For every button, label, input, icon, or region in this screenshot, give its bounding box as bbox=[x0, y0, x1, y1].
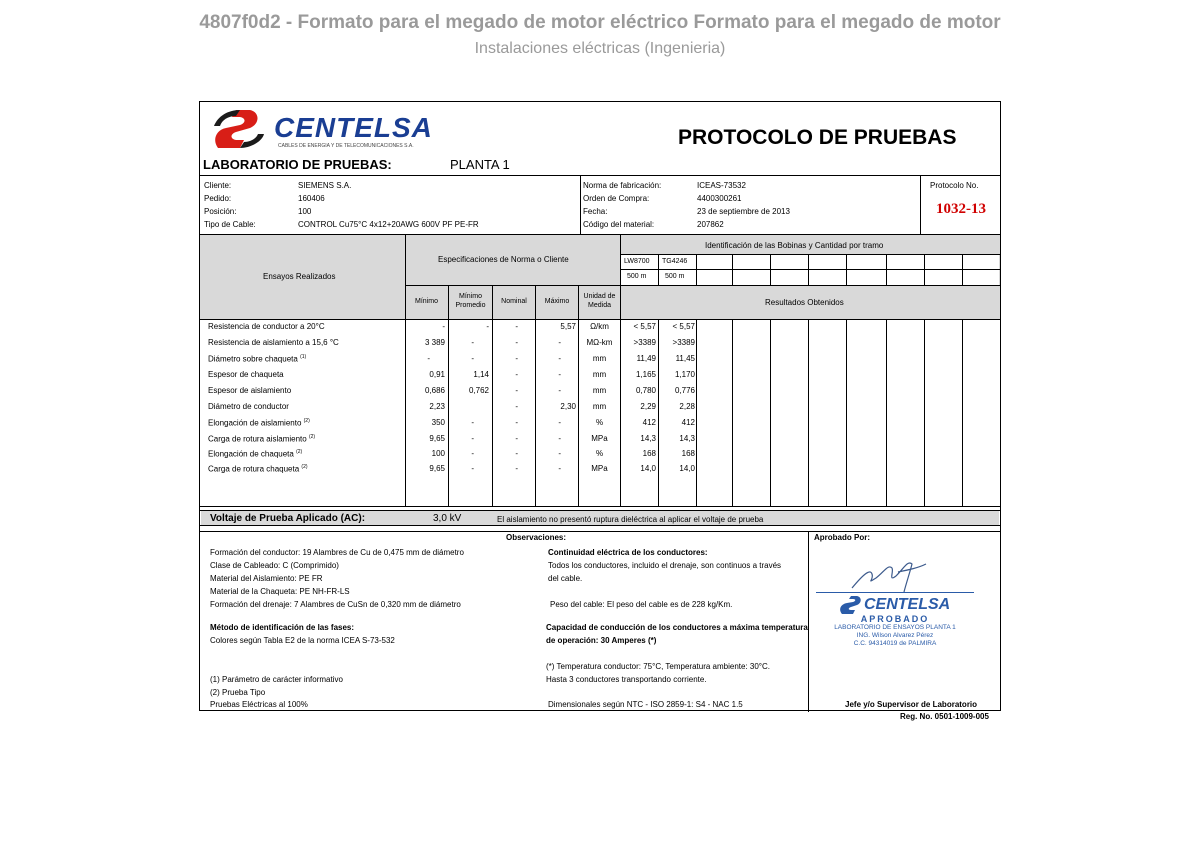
min-column-header: Mínimo bbox=[415, 298, 438, 305]
test-voltage-label: Voltaje de Prueba Aplicado (AC): bbox=[210, 513, 366, 524]
result-coil-1: 1,165 bbox=[635, 370, 656, 379]
result-coil-2: < 5,57 bbox=[672, 322, 695, 331]
position-value: 100 bbox=[298, 207, 312, 216]
company-name: CENTELSA bbox=[274, 112, 433, 143]
result-coil-1: >3389 bbox=[633, 338, 656, 347]
avg-min-value: - bbox=[471, 449, 474, 458]
result-coil-2: 14,3 bbox=[679, 434, 695, 443]
min-value: 2,23 bbox=[429, 402, 445, 411]
observation-line: Pruebas Eléctricas al 100% bbox=[210, 700, 308, 709]
observation-line: Material del Aislamiento: PE FR bbox=[210, 574, 323, 583]
max-value: - bbox=[558, 449, 561, 458]
observation-line: Colores según Tabla E2 de la norma ICEA S-73-532 bbox=[210, 636, 395, 645]
unit: MPa bbox=[591, 464, 608, 473]
observation-line: Material de la Chaqueta: PE NH-FR-LS bbox=[210, 587, 350, 596]
unit: Ω/km bbox=[590, 322, 609, 331]
nominal-value: - bbox=[515, 418, 518, 427]
avg-min-value: - bbox=[471, 464, 474, 473]
material-code-label: Código del material: bbox=[583, 220, 655, 229]
observation-line: (*) Temperatura conductor: 75°C, Temperatura ambiente: 30°C. bbox=[546, 662, 770, 671]
observation-line: del cable. bbox=[548, 574, 583, 583]
client-value: SIEMENS S.A. bbox=[298, 181, 352, 190]
stamp-engineer: ING. Wilson Alvarez Pérez bbox=[856, 632, 934, 639]
avg-min-value: 1,14 bbox=[473, 370, 489, 379]
approval-stamp bbox=[816, 590, 974, 656]
avg-min-value: 0,762 bbox=[468, 386, 489, 395]
avg-min-value: - bbox=[486, 322, 489, 331]
max-value: - bbox=[558, 338, 561, 347]
result-coil-1: 168 bbox=[642, 449, 656, 458]
identification-header: Identificación de las Bobinas y Cantidad por tramo bbox=[705, 241, 884, 250]
result-coil-2: 11,45 bbox=[675, 354, 695, 363]
page-subtitle: Instalaciones eléctricas (Ingenieria) bbox=[474, 40, 726, 57]
result-coil-2: >3389 bbox=[672, 338, 695, 347]
company-tagline: CABLES DE ENERGIA Y DE TELECOMUNICACIONES S.A. bbox=[278, 143, 414, 149]
coil-id-2: TG4246 bbox=[662, 258, 688, 265]
observation-line: Todos los conductores, incluido el drenaje, son continuos a través bbox=[548, 561, 782, 570]
observation-line: Método de identificación de las fases: bbox=[210, 623, 355, 632]
result-coil-2: 412 bbox=[681, 418, 695, 427]
coil-length-2: 500 m bbox=[665, 273, 685, 280]
min-value: - bbox=[427, 354, 430, 363]
nominal-value: - bbox=[515, 386, 518, 395]
max-column-header: Máximo bbox=[544, 298, 570, 305]
purchase-order-label: Orden de Compra: bbox=[583, 194, 650, 203]
observation-line: Hasta 3 conductores transportando corriente. bbox=[546, 675, 707, 684]
page-title: 4807f0d2 - Formato para el megado de motor eléctrico Formato para el megado de motor bbox=[199, 12, 1001, 33]
min-value: 0,91 bbox=[429, 370, 445, 379]
signer-title: Jefe y/o Supervisor de Laboratorio bbox=[845, 700, 978, 709]
position-label: Posición: bbox=[204, 207, 237, 216]
result-coil-2: 2,28 bbox=[679, 402, 695, 411]
stamp-company-name: CENTELSA bbox=[864, 596, 951, 613]
observation-line: Dimensionales según NTC - ISO 2859-1: S4 - NAC 1.5 bbox=[548, 700, 743, 709]
test-name: Carga de rotura aislamiento $^{(2)}$ bbox=[208, 434, 316, 444]
nominal-value: - bbox=[515, 338, 518, 347]
test-name: Espesor de chaqueta bbox=[208, 370, 284, 379]
max-value: - bbox=[558, 434, 561, 443]
protocol-number: 1032-13 bbox=[936, 201, 986, 217]
nominal-value: - bbox=[515, 322, 518, 331]
observation-line: Formación del drenaje: 7 Alambres de CuSn de 0,320 mm de diámetro bbox=[210, 600, 461, 609]
tests-column-header: Ensayos Realizados bbox=[263, 272, 336, 281]
coil-id-1: LW8700 bbox=[624, 258, 650, 265]
min-value: - bbox=[442, 322, 445, 331]
cable-type-label: Tipo de Cable: bbox=[204, 220, 256, 229]
test-name: Elongación de aislamiento $^{(2)}$ bbox=[208, 418, 310, 428]
unit: % bbox=[595, 449, 604, 458]
test-name: Resistencia de conductor a 20°C bbox=[208, 322, 325, 331]
purchase-order-value: 4400300261 bbox=[697, 194, 742, 203]
result-coil-1: 0,780 bbox=[635, 386, 656, 395]
test-name: Carga de rotura chaqueta $^{(2)}$ bbox=[208, 464, 308, 474]
test-name: Diámetro sobre chaqueta $^{(1)}$ bbox=[208, 354, 307, 364]
max-value: - bbox=[558, 370, 561, 379]
unit: mm bbox=[592, 370, 607, 379]
max-value: - bbox=[558, 418, 561, 427]
result-coil-1: 14,0 bbox=[640, 464, 656, 473]
min-value: 9,65 bbox=[429, 464, 445, 473]
specs-column-header: Especificaciones de Norma o Cliente bbox=[438, 255, 569, 264]
material-code-value: 207862 bbox=[697, 220, 724, 229]
test-name: Resistencia de aislamiento a 15,6 °C bbox=[208, 338, 339, 347]
min-value: 3 389 bbox=[424, 338, 445, 347]
result-coil-1: < 5,57 bbox=[633, 322, 656, 331]
date-label: Fecha: bbox=[583, 207, 608, 216]
avg-min-value: - bbox=[471, 354, 474, 363]
unit-column-header: Unidad de Medida bbox=[583, 293, 616, 309]
observations-title: Observaciones: bbox=[506, 533, 567, 542]
max-value: - bbox=[558, 354, 561, 363]
test-voltage-value: 3,0 kV bbox=[433, 513, 462, 524]
page-header bbox=[0, 12, 1200, 58]
date-value: 23 de septiembre de 2013 bbox=[697, 207, 790, 216]
result-coil-1: 2,29 bbox=[640, 402, 656, 411]
registration-number: Reg. No. 0501-1009-005 bbox=[900, 712, 989, 721]
max-value: 2,30 bbox=[560, 402, 576, 411]
standard-value: ICEAS-73532 bbox=[697, 181, 746, 190]
max-value: - bbox=[558, 464, 561, 473]
unit: mm bbox=[592, 354, 607, 363]
min-value: 0,686 bbox=[424, 386, 445, 395]
avg-min-value: - bbox=[471, 434, 474, 443]
min-value: 9,65 bbox=[429, 434, 445, 443]
document-title: PROTOCOLO DE PRUEBAS bbox=[678, 126, 957, 149]
avg-min-value: - bbox=[471, 338, 474, 347]
unit: % bbox=[595, 418, 604, 427]
observation-line: (2) Prueba Tipo bbox=[210, 688, 266, 697]
unit: MΩ-km bbox=[586, 338, 613, 347]
results-column-header: Resultados Obtenidos bbox=[765, 298, 844, 307]
test-name: Espesor de aislamiento bbox=[208, 386, 292, 395]
observation-line: de operación: 30 Amperes (*) bbox=[546, 636, 657, 645]
test-name: Elongación de chaqueta $^{(2)}$ bbox=[208, 449, 303, 459]
nominal-value: - bbox=[515, 370, 518, 379]
nominal-value: - bbox=[515, 354, 518, 363]
approved-by-label: Aprobado Por: bbox=[814, 533, 870, 542]
nominal-value: - bbox=[515, 464, 518, 473]
cable-type-value: CONTROL Cu75°C 4x12+20AWG 600V PF PE-FR bbox=[298, 220, 479, 229]
min-value: 350 bbox=[431, 418, 445, 427]
test-voltage-note: El aislamiento no presentó ruptura dieléctrica al aplicar el voltaje de prueba bbox=[497, 515, 764, 524]
observation-line: Continuidad eléctrica de los conductores: bbox=[548, 548, 708, 557]
result-coil-1: 14,3 bbox=[640, 434, 656, 443]
order-value: 160406 bbox=[298, 194, 325, 203]
avg-min-column-header: Mínimo Promedio bbox=[455, 293, 486, 309]
result-coil-2: 14,0 bbox=[679, 464, 695, 473]
observation-line: (1) Parámetro de carácter informativo bbox=[210, 675, 343, 684]
nominal-value: - bbox=[515, 449, 518, 458]
unit: mm bbox=[592, 402, 607, 411]
test-protocol-document bbox=[199, 101, 1001, 711]
lab-label: LABORATORIO DE PRUEBAS: bbox=[203, 157, 392, 172]
coil-length-1: 500 m bbox=[627, 273, 647, 280]
result-coil-2: 168 bbox=[681, 449, 695, 458]
protocol-number-label: Protocolo No. bbox=[930, 181, 979, 190]
observation-line: Clase de Cableado: C (Comprimido) bbox=[210, 561, 339, 570]
unit: MPa bbox=[591, 434, 608, 443]
observation-line: Peso del cable: El peso del cable es de 228 kg/Km. bbox=[550, 600, 733, 609]
centelsa-logo bbox=[210, 108, 460, 154]
min-value: 100 bbox=[431, 449, 445, 458]
result-coil-1: 11,49 bbox=[636, 354, 656, 363]
stamp-approved: APROBADO bbox=[860, 614, 930, 624]
stamp-lab: LABORATORIO DE ENSAYOS PLANTA 1 bbox=[834, 624, 956, 631]
max-value: 5,57 bbox=[560, 322, 576, 331]
result-coil-2: 1,170 bbox=[674, 370, 695, 379]
observation-line: Capacidad de conducción de los conductores a máxima temperatura bbox=[546, 623, 808, 632]
client-label: Cliente: bbox=[204, 181, 232, 190]
unit: mm bbox=[592, 386, 607, 395]
test-name: Diámetro de conductor bbox=[208, 402, 289, 411]
nominal-value: - bbox=[515, 434, 518, 443]
order-label: Pedido: bbox=[204, 194, 232, 203]
stamp-id: C.C. 94314019 de PALMIRA bbox=[853, 640, 937, 647]
observation-line: Formación del conductor: 19 Alambres de Cu de 0,475 mm de diámetro bbox=[210, 548, 464, 557]
max-value: - bbox=[558, 386, 561, 395]
standard-label: Norma de fabricación: bbox=[583, 181, 662, 190]
result-coil-2: 0,776 bbox=[674, 386, 695, 395]
nominal-value: - bbox=[515, 402, 518, 411]
nominal-column-header: Nominal bbox=[501, 298, 527, 305]
lab-value: PLANTA 1 bbox=[450, 157, 510, 172]
result-coil-1: 412 bbox=[642, 418, 656, 427]
avg-min-value: - bbox=[471, 418, 474, 427]
